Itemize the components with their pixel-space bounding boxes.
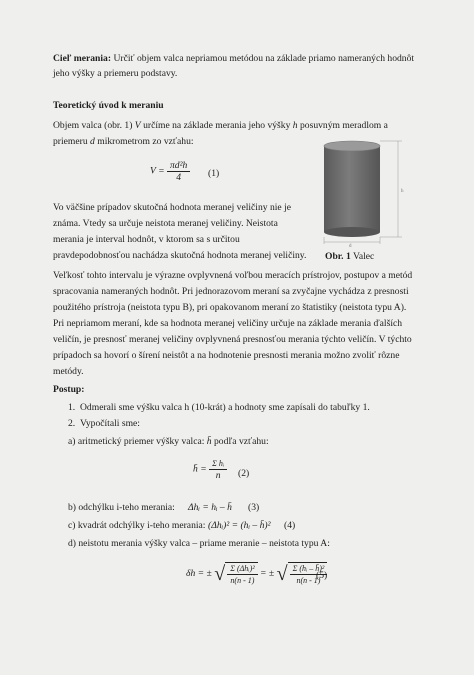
eq2-denominator: n [215,470,221,481]
equation-3-number: (3) [248,502,260,513]
text: Objem valca (obr. 1) [53,120,133,131]
eq5-lhs: δh = ± [186,568,212,580]
text: posuvným meradlom a [300,120,388,131]
paragraph-3-line: prípadoch sa hovorí o šírení neistôt a na hodnotenie presnosti merania možno zvoliť rôzne [53,350,400,361]
text: určíme na základe merania jeho výšky [143,120,291,131]
equation-4-number: (4) [284,520,296,531]
cylinder-top [324,141,380,151]
paragraph-3-line: spracovania nameraných hodnôt. Pri jednorazovom meraní sa zvyčajne vychádza z presnosti [53,286,409,297]
goal-text-1: Určiť objem valca nepriamou metódou na základe priamo nameraných hodnôt [113,53,415,64]
cylinder-figure [318,138,414,248]
goal-text-2: jeho výšky a priemeru podstavy. [53,68,178,79]
theory-heading: Teoretický úvod k meraniu [53,100,164,111]
eq2-lhs: h̄ = [193,463,207,475]
paragraph-2-line: Vo väčšine prípadov skutočná hodnota meranej veličiny nie je [53,202,291,213]
figure-caption [325,251,374,263]
sqrt-sign: √ [214,563,226,585]
eq5-numerator-2: Σ (hᵢ – h̄)² [290,563,328,575]
equation-3: Δhᵢ = hᵢ – h̄ [188,502,232,513]
symbol-V: V [134,120,141,131]
goal-label: Cieľ merania: [53,53,112,64]
sqrt-content [225,562,257,586]
procedure-heading: Postup: [53,384,85,395]
equation-1 [150,160,190,183]
equation-2 [193,458,227,481]
eq2-fraction [209,458,227,481]
eq5-sqrt-1 [214,562,257,586]
text: mikrometrom zo vzťahu: [97,136,194,147]
eq5-numerator-1: Σ (Δhᵢ)² [227,563,257,575]
eq1-lhs: V = [150,165,165,177]
equation-2-number: (2) [238,468,250,479]
step-1-text: Odmerali sme výšku valca h (10-krát) a hodnoty sme zapísali do tabuľky 1. [80,402,370,413]
paragraph-3-line: metódy. [53,366,84,377]
eq5-middle: = ± [260,568,275,580]
symbol-d: d [90,136,95,147]
paragraph-3-line: Veľkosť tohto intervalu je výrazne ovplyvnená voľbou meracích prístrojov, postupov a metód [53,270,413,281]
paragraph-2-line: pravdepodobnosťou nachádza skutočná hodnota meranej veličiny. [53,250,307,261]
eq5-fraction-1 [227,563,257,586]
item-d: d) neistotu merania výšky valca – priame meranie – neistota typu A: [68,538,330,549]
diameter-label: d [349,244,352,248]
sqrt-sign: √ [276,563,288,585]
symbol-h: h [292,120,298,131]
paragraph-2-line: merania je interval hodnôt, v ktorom sa s určitou [53,234,240,245]
eq2-numerator: Σ hᵢ [209,458,227,470]
step-1-number: 1. [68,402,76,413]
paragraph-2-line: známa. Vtedy sa určuje neistota meranej veličiny. Neistota [53,218,278,229]
paragraph-3-line: veličín, je presnosť meranej veličiny ovplyvnená presnosťou merania týchto veličín. V týchto [53,334,412,345]
caption-label: Obr. 1 [325,251,351,262]
eq1-denominator: 4 [176,172,181,183]
paragraph-3-line: použitého prístroja (neistota typu B), pri opakovanom meraní zo štatistiky (neistota typu A). [53,302,407,313]
item-b: b) odchýlku i-teho merania: [68,502,175,513]
step-2-number: 2. [68,418,76,429]
caption-text: Valec [353,251,375,262]
item-a-text: a) aritmetický priemer výšky valca: [68,436,205,447]
equation-5-number: (5) [316,570,328,581]
item-a-tail: podľa vzťahu: [214,436,269,447]
height-label: h [401,189,404,194]
equation-1-number: (1) [208,168,220,179]
cylinder-body [324,146,380,232]
item-c: c) kvadrát odchýlky i-teho merania: [68,520,206,531]
theory-line-2 [53,136,194,148]
item-a [68,436,269,448]
cylinder-bottom [324,227,380,237]
equation-4: (Δhᵢ)² = (hᵢ – h̄)² [208,520,271,531]
paragraph-3-line: Pri nepriamom meraní, kde sa hodnota meranej veličiny určuje na základe merania ďalších [53,318,403,329]
theory-line-1 [53,120,388,132]
goal-line-1 [53,53,414,65]
eq1-fraction [167,160,190,183]
eq5-denominator-1: n(n - 1) [230,576,255,585]
symbol-h-mean: h̄ [206,436,212,447]
eq1-numerator: πd²h [167,160,190,172]
step-2-text: Vypočítali sme: [80,418,140,429]
eq5-denominator-2: n(n - 1) [296,576,321,585]
equation-5 [186,562,327,586]
text: priemeru [53,136,88,147]
